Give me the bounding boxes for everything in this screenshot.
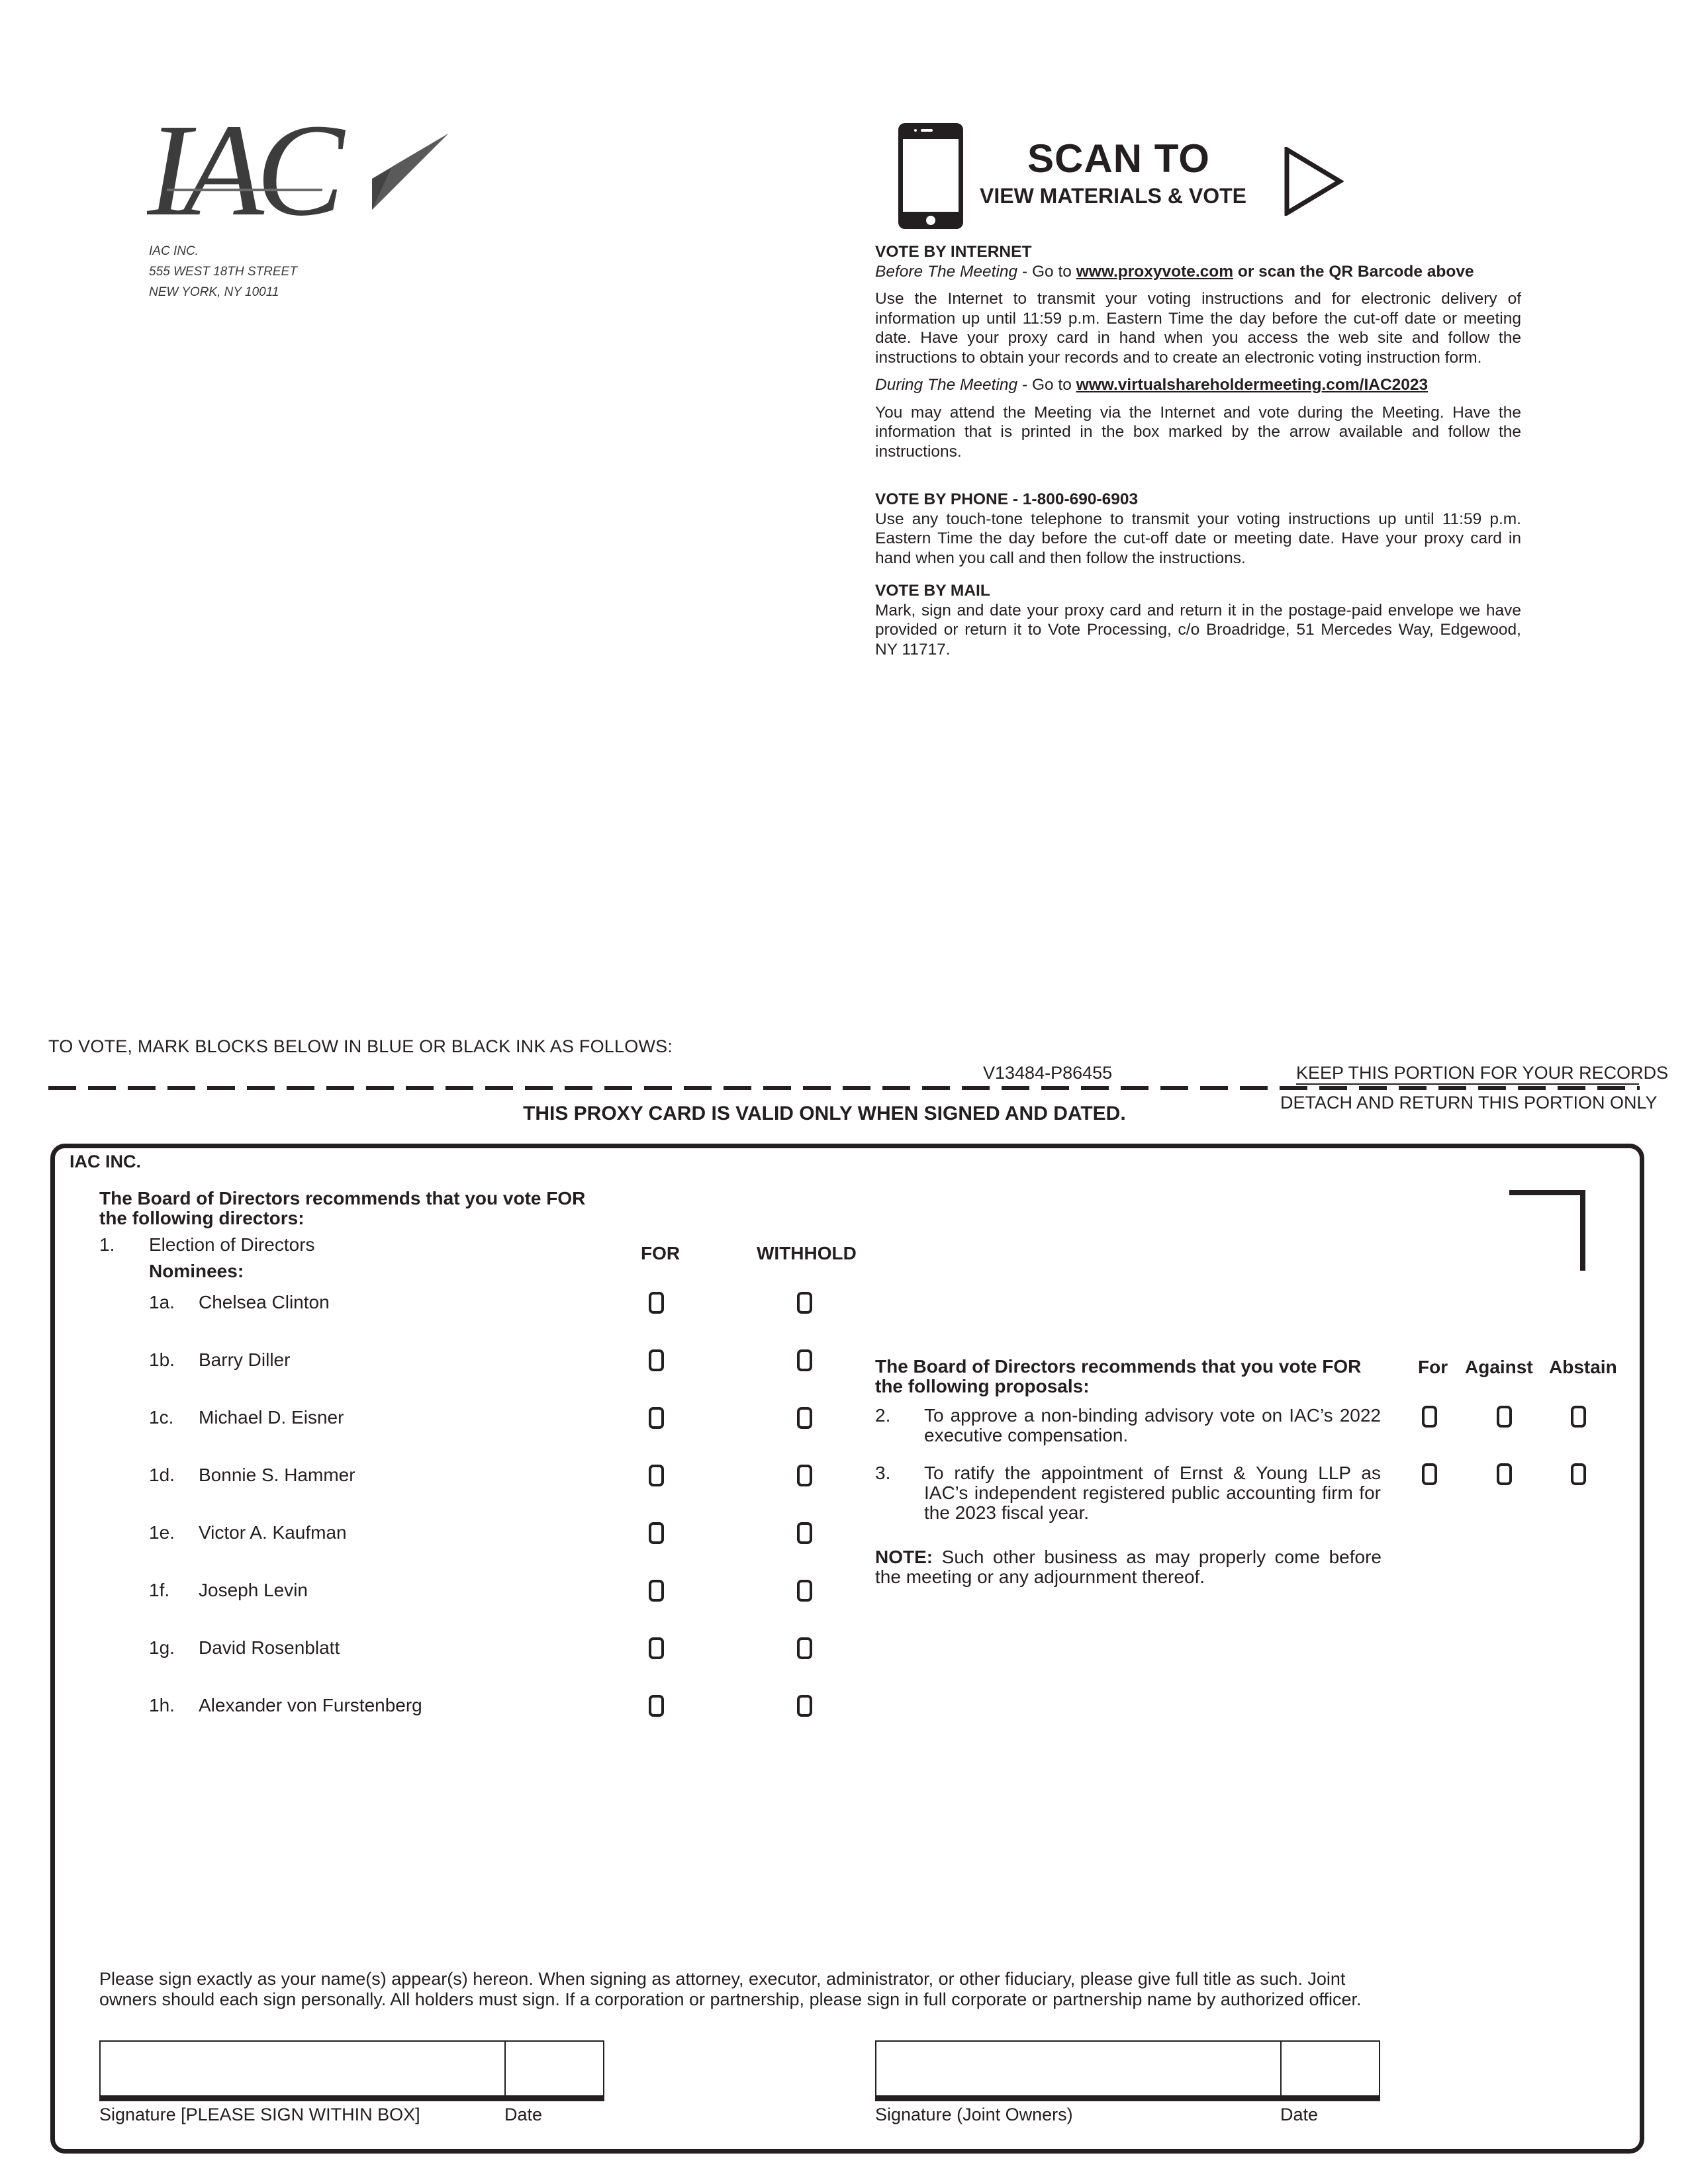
checkbox-1g-withhold[interactable] — [797, 1637, 812, 1659]
checkbox-1c-withhold[interactable] — [797, 1407, 812, 1429]
nominees-label: Nominees: — [149, 1261, 244, 1281]
logo-text: IAC — [147, 114, 337, 226]
during-goto-text: - Go to — [1017, 376, 1076, 394]
checkbox-3-against[interactable] — [1497, 1463, 1512, 1485]
nominee-number: 1e. — [149, 1522, 175, 1543]
proposal-3-text: To ratify the appointment of Ernst & Young LLP as IAC’s independent registered public accounting firm for the 2023 fiscal year. — [924, 1463, 1381, 1523]
phone-body: Use any touch-tone telephone to transmit your voting instructions up until 11:59 p.m. Eastern Time the day before the cut-off date or meeting date. Have your proxy card in hand when you call and then follow the instructions. — [875, 510, 1521, 567]
vote-by-internet-section — [875, 242, 1521, 461]
during-meeting-line — [875, 375, 1521, 395]
address-line: NEW YORK, NY 10011 — [149, 285, 279, 299]
proposals-recommendation-line2: the following proposals: — [875, 1376, 1090, 1396]
signature-label: Signature [PLEASE SIGN WITHIN BOX] — [99, 2105, 420, 2124]
column-header-against: Against — [1465, 1357, 1533, 1377]
nominee-number: 1g. — [149, 1637, 175, 1658]
signature-instructions: Please sign exactly as your name(s) appear(s) hereon. When signing as attorney, executor, administrator, or other fiduciary, please give full title as such. Joint owners should each sign personally. All holders must sign. If a corporation or partnership, please sign in full corporate or partnership name by authorized officer. — [99, 1969, 1362, 2009]
column-header-abstain: Abstain — [1549, 1357, 1617, 1377]
directors-recommendation — [99, 1189, 585, 1228]
signature-date-divider — [504, 2040, 506, 2096]
note-text: Such other business as may properly come before the meeting or any adjournment thereof. — [875, 1547, 1382, 1587]
checkbox-1g-for[interactable] — [649, 1637, 664, 1659]
checkbox-1h-withhold[interactable] — [797, 1695, 812, 1717]
nominee-number: 1d. — [149, 1465, 175, 1485]
vote-by-phone-heading: VOTE BY PHONE - 1-800-690-6903 — [875, 490, 1139, 508]
checkbox-1e-withhold[interactable] — [797, 1522, 812, 1544]
checkbox-1h-for[interactable] — [649, 1695, 664, 1717]
to-vote-instruction: TO VOTE, MARK BLOCKS BELOW IN BLUE OR BLACK INK AS FOLLOWS: — [48, 1036, 673, 1056]
proposals-recommendation — [875, 1357, 1361, 1396]
nominee-name: Alexander von Furstenberg — [199, 1695, 422, 1715]
checkbox-1e-for[interactable] — [649, 1522, 664, 1544]
note — [875, 1547, 1382, 1587]
checkbox-1b-withhold[interactable] — [797, 1349, 812, 1371]
note-label: NOTE: — [875, 1547, 933, 1567]
column-header-for-proposal: For — [1418, 1357, 1448, 1377]
before-meeting-line — [875, 262, 1521, 282]
checkbox-1c-for[interactable] — [649, 1407, 664, 1429]
nominee-number: 1a. — [149, 1292, 175, 1312]
checkbox-2-abstain[interactable] — [1571, 1406, 1586, 1428]
virtual-meeting-link[interactable]: www.virtualshareholdermeeting.com/IAC2023 — [1076, 376, 1429, 394]
mail-body: Mark, sign and date your proxy card and return it in the postage-paid envelope we have provided or return it to Vote Processing, c/o Broadridge, 51 Mercedes Way, Edgewood, NY 11717. — [875, 601, 1521, 659]
detach-portion-label: DETACH AND RETURN THIS PORTION ONLY — [1280, 1093, 1658, 1113]
nominee-name: Victor A. Kaufman — [199, 1522, 347, 1543]
checkbox-1a-for[interactable] — [649, 1292, 664, 1314]
before-goto-text: - Go to — [1017, 262, 1076, 281]
item-number-1: 1. — [99, 1234, 115, 1255]
nominee-name: Barry Diller — [199, 1349, 291, 1370]
directors-recommendation-line2: the following directors: — [99, 1208, 305, 1228]
proposal-2-text: To approve a non-binding advisory vote on IAC’s 2022 executive compensation. — [924, 1405, 1381, 1445]
column-header-for: FOR — [641, 1243, 680, 1263]
before-meeting-label: Before The Meeting — [875, 262, 1018, 281]
checkbox-1a-withhold[interactable] — [797, 1292, 812, 1314]
checkbox-1d-for[interactable] — [649, 1465, 664, 1486]
checkbox-1b-for[interactable] — [649, 1349, 664, 1371]
proxyvote-link[interactable]: www.proxyvote.com — [1076, 262, 1234, 281]
nominee-name: Michael D. Eisner — [199, 1407, 344, 1428]
card-company-name: IAC INC. — [70, 1152, 141, 1171]
nominee-number: 1b. — [149, 1349, 175, 1370]
nominee-name: David Rosenblatt — [199, 1637, 340, 1658]
iac-logo — [147, 114, 458, 226]
corner-registration-mark — [1509, 1190, 1585, 1271]
election-of-directors-label: Election of Directors — [149, 1234, 315, 1255]
signature-date-label: Date — [504, 2105, 543, 2124]
qr-barcode-text: or scan the QR Barcode above — [1233, 262, 1474, 281]
scan-subtitle: VIEW MATERIALS & VOTE — [980, 184, 1246, 208]
nominee-number: 1f. — [149, 1580, 170, 1600]
address-line: 555 WEST 18TH STREET — [149, 265, 297, 279]
detach-perforation-line — [48, 1086, 1640, 1090]
checkbox-2-for[interactable] — [1422, 1406, 1437, 1428]
nominee-number: 1c. — [149, 1407, 174, 1428]
column-header-withhold: WITHHOLD — [757, 1243, 857, 1263]
company-address — [149, 241, 297, 302]
joint-signature-box[interactable] — [875, 2040, 1380, 2101]
iac-logo-icon — [147, 114, 458, 226]
scan-title: SCAN TO — [1027, 136, 1210, 181]
internet-body: Use the Internet to transmit your voting instructions and for electronic delivery of information up until 11:59 p.m. Eastern Time the day before the cut-off date or meeting date. Have your proxy card in hand when you access the web site and follow the instructions to obtain your records and to create an electronic voting instruction form. — [875, 290, 1521, 367]
nominee-number: 1h. — [149, 1695, 175, 1715]
nominee-name: Chelsea Clinton — [199, 1292, 330, 1312]
play-arrow-icon — [1284, 147, 1344, 216]
checkbox-3-abstain[interactable] — [1571, 1463, 1586, 1485]
nominee-name: Bonnie S. Hammer — [199, 1465, 355, 1485]
proposal-number: 3. — [875, 1463, 891, 1483]
proposal-number: 2. — [875, 1405, 891, 1426]
during-meeting-label: During The Meeting — [875, 376, 1018, 394]
control-number: V13484-P86455 — [983, 1063, 1113, 1083]
checkbox-1d-withhold[interactable] — [797, 1465, 812, 1486]
during-meeting-body: You may attend the Meeting via the Internet and vote during the Meeting. Have the information that is printed in the box marked by the arrow available and follow the instructions. — [875, 403, 1521, 461]
joint-signature-label: Signature (Joint Owners) — [875, 2105, 1073, 2124]
vote-by-mail-section — [875, 581, 1521, 659]
directors-recommendation-line1: The Board of Directors recommends that you vote FOR — [99, 1188, 586, 1208]
checkbox-2-against[interactable] — [1497, 1406, 1512, 1428]
checkbox-1f-for[interactable] — [649, 1580, 664, 1602]
valid-notice: THIS PROXY CARD IS VALID ONLY WHEN SIGNED AND DATED. — [523, 1103, 1126, 1124]
checkbox-1f-withhold[interactable] — [797, 1580, 812, 1602]
signature-box[interactable] — [99, 2040, 604, 2101]
vote-by-mail-heading: VOTE BY MAIL — [875, 582, 990, 600]
address-line: IAC INC. — [149, 244, 199, 258]
vote-by-internet-heading: VOTE BY INTERNET — [875, 243, 1032, 261]
vote-by-phone-section — [875, 490, 1521, 568]
checkbox-3-for[interactable] — [1422, 1463, 1437, 1485]
keep-underline — [1296, 1083, 1639, 1085]
keep-portion-label: KEEP THIS PORTION FOR YOUR RECORDS — [1296, 1063, 1669, 1083]
smartphone-icon — [898, 123, 963, 229]
nominee-name: Joseph Levin — [199, 1580, 308, 1600]
joint-signature-date-label: Date — [1280, 2105, 1319, 2124]
proposals-recommendation-line1: The Board of Directors recommends that you vote FOR — [875, 1356, 1362, 1377]
joint-signature-date-divider — [1280, 2040, 1282, 2096]
